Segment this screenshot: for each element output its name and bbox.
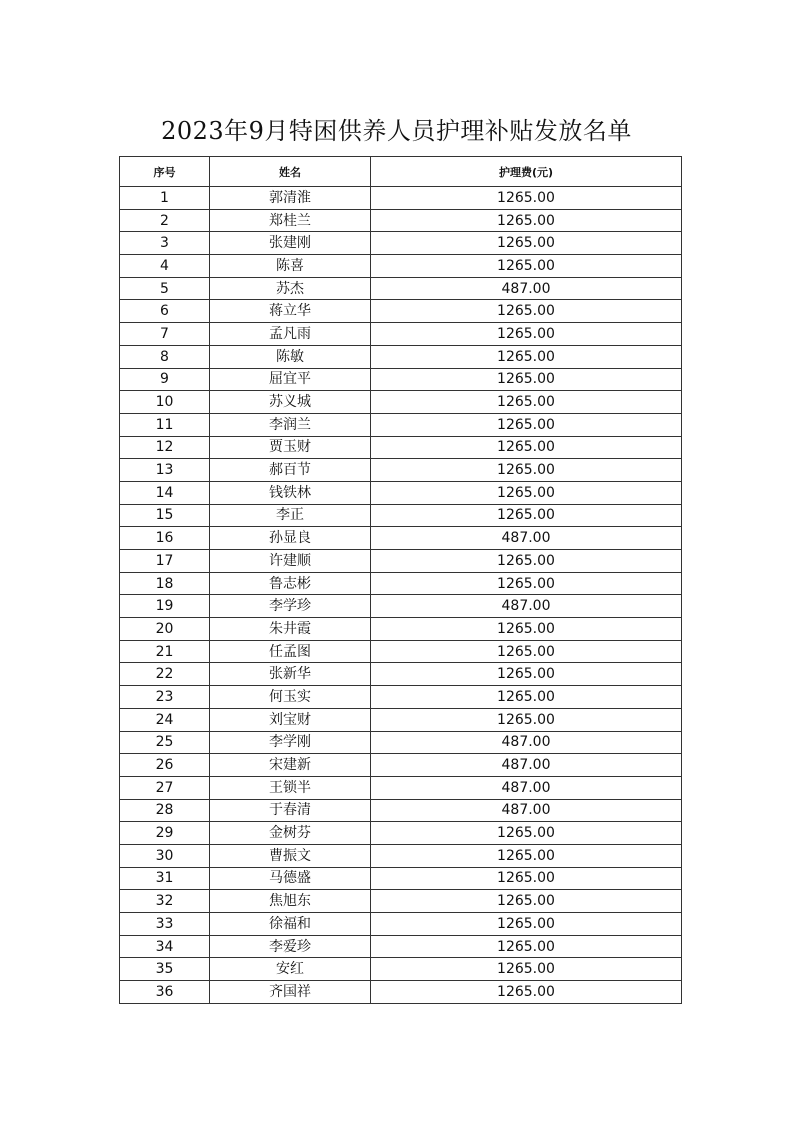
cell-nursing-fee: 1265.00 — [371, 867, 682, 890]
cell-name: 焦旭东 — [210, 890, 371, 913]
cell-nursing-fee: 487.00 — [371, 799, 682, 822]
cell-index: 8 — [120, 345, 210, 368]
table-row — [120, 255, 682, 278]
table-row — [120, 459, 682, 482]
table-row — [120, 776, 682, 799]
table-row — [120, 935, 682, 958]
table-row — [120, 323, 682, 346]
cell-name: 陈喜 — [210, 255, 371, 278]
cell-name: 安红 — [210, 958, 371, 981]
cell-index: 12 — [120, 436, 210, 459]
cell-name: 蒋立华 — [210, 300, 371, 323]
cell-nursing-fee: 1265.00 — [371, 413, 682, 436]
cell-nursing-fee: 1265.00 — [371, 572, 682, 595]
table-row — [120, 187, 682, 210]
cell-nursing-fee: 487.00 — [371, 277, 682, 300]
cell-index: 33 — [120, 913, 210, 936]
cell-name: 齐国祥 — [210, 981, 371, 1004]
cell-nursing-fee: 1265.00 — [371, 618, 682, 641]
table-row — [120, 618, 682, 641]
cell-index: 2 — [120, 209, 210, 232]
table-row — [120, 958, 682, 981]
table-row — [120, 731, 682, 754]
cell-name: 王锁半 — [210, 776, 371, 799]
cell-index: 18 — [120, 572, 210, 595]
cell-nursing-fee: 1265.00 — [371, 981, 682, 1004]
cell-index: 11 — [120, 413, 210, 436]
cell-nursing-fee: 487.00 — [371, 595, 682, 618]
cell-name: 张新华 — [210, 663, 371, 686]
cell-index: 13 — [120, 459, 210, 482]
cell-index: 6 — [120, 300, 210, 323]
cell-nursing-fee: 1265.00 — [371, 255, 682, 278]
table-row — [120, 754, 682, 777]
cell-nursing-fee: 1265.00 — [371, 890, 682, 913]
cell-nursing-fee: 1265.00 — [371, 663, 682, 686]
table-row — [120, 913, 682, 936]
cell-nursing-fee: 1265.00 — [371, 209, 682, 232]
cell-nursing-fee: 487.00 — [371, 527, 682, 550]
cell-nursing-fee: 1265.00 — [371, 640, 682, 663]
table-row — [120, 232, 682, 255]
cell-nursing-fee: 1265.00 — [371, 345, 682, 368]
table-row — [120, 708, 682, 731]
cell-index: 3 — [120, 232, 210, 255]
table-row — [120, 572, 682, 595]
cell-name: 钱铁林 — [210, 481, 371, 504]
cell-index: 30 — [120, 844, 210, 867]
table-row — [120, 822, 682, 845]
table-row — [120, 391, 682, 414]
cell-name: 李正 — [210, 504, 371, 527]
cell-index: 36 — [120, 981, 210, 1004]
table-row — [120, 595, 682, 618]
table-row — [120, 527, 682, 550]
cell-nursing-fee: 1265.00 — [371, 368, 682, 391]
cell-index: 24 — [120, 708, 210, 731]
cell-nursing-fee: 1265.00 — [371, 300, 682, 323]
cell-name: 马德盛 — [210, 867, 371, 890]
cell-index: 17 — [120, 550, 210, 573]
cell-index: 27 — [120, 776, 210, 799]
cell-index: 22 — [120, 663, 210, 686]
cell-name: 张建刚 — [210, 232, 371, 255]
cell-index: 25 — [120, 731, 210, 754]
table-row — [120, 867, 682, 890]
header-nursing-fee: 护理费(元) — [371, 157, 682, 187]
cell-nursing-fee: 1265.00 — [371, 550, 682, 573]
table-body — [120, 187, 682, 1004]
cell-name: 孟凡雨 — [210, 323, 371, 346]
table-row — [120, 981, 682, 1004]
cell-nursing-fee: 1265.00 — [371, 481, 682, 504]
cell-nursing-fee: 1265.00 — [371, 686, 682, 709]
cell-name: 许建顺 — [210, 550, 371, 573]
cell-name: 屈宜平 — [210, 368, 371, 391]
cell-nursing-fee: 1265.00 — [371, 187, 682, 210]
cell-index: 28 — [120, 799, 210, 822]
cell-nursing-fee: 1265.00 — [371, 708, 682, 731]
cell-name: 李学珍 — [210, 595, 371, 618]
cell-name: 刘宝财 — [210, 708, 371, 731]
cell-name: 徐福和 — [210, 913, 371, 936]
cell-name: 陈敏 — [210, 345, 371, 368]
cell-name: 苏杰 — [210, 277, 371, 300]
table-row — [120, 436, 682, 459]
cell-name: 孙显良 — [210, 527, 371, 550]
cell-name: 李爱珍 — [210, 935, 371, 958]
table-row — [120, 686, 682, 709]
cell-nursing-fee: 1265.00 — [371, 232, 682, 255]
cell-index: 14 — [120, 481, 210, 504]
cell-index: 32 — [120, 890, 210, 913]
table-row — [120, 481, 682, 504]
cell-index: 34 — [120, 935, 210, 958]
header-index: 序号 — [120, 157, 210, 187]
cell-index: 31 — [120, 867, 210, 890]
header-name: 姓名 — [210, 157, 371, 187]
cell-nursing-fee: 1265.00 — [371, 391, 682, 414]
table-row — [120, 209, 682, 232]
cell-nursing-fee: 487.00 — [371, 776, 682, 799]
cell-name: 鲁志彬 — [210, 572, 371, 595]
table-row — [120, 345, 682, 368]
cell-name: 郝百节 — [210, 459, 371, 482]
cell-index: 19 — [120, 595, 210, 618]
cell-index: 9 — [120, 368, 210, 391]
cell-name: 任孟图 — [210, 640, 371, 663]
cell-name: 苏义城 — [210, 391, 371, 414]
cell-index: 21 — [120, 640, 210, 663]
cell-index: 23 — [120, 686, 210, 709]
table-row — [120, 277, 682, 300]
cell-nursing-fee: 1265.00 — [371, 504, 682, 527]
cell-index: 15 — [120, 504, 210, 527]
subsidy-table — [119, 156, 682, 1004]
cell-name: 郭清淮 — [210, 187, 371, 210]
cell-index: 10 — [120, 391, 210, 414]
cell-index: 16 — [120, 527, 210, 550]
table-row — [120, 799, 682, 822]
cell-nursing-fee: 1265.00 — [371, 436, 682, 459]
table-row — [120, 368, 682, 391]
cell-nursing-fee: 1265.00 — [371, 323, 682, 346]
table-row — [120, 844, 682, 867]
cell-index: 20 — [120, 618, 210, 641]
cell-name: 曹振文 — [210, 844, 371, 867]
cell-nursing-fee: 1265.00 — [371, 822, 682, 845]
cell-nursing-fee: 1265.00 — [371, 935, 682, 958]
cell-index: 1 — [120, 187, 210, 210]
table-row — [120, 640, 682, 663]
cell-nursing-fee: 487.00 — [371, 754, 682, 777]
document-title: 2023年9月特困供养人员护理补贴发放名单 — [161, 117, 632, 145]
cell-name: 贾玉财 — [210, 436, 371, 459]
cell-index: 26 — [120, 754, 210, 777]
cell-name: 李学刚 — [210, 731, 371, 754]
cell-nursing-fee: 487.00 — [371, 731, 682, 754]
table-row — [120, 663, 682, 686]
cell-name: 何玉实 — [210, 686, 371, 709]
table-row — [120, 413, 682, 436]
cell-name: 宋建新 — [210, 754, 371, 777]
cell-nursing-fee: 1265.00 — [371, 844, 682, 867]
table-header-row — [120, 157, 682, 187]
table-row — [120, 890, 682, 913]
cell-nursing-fee: 1265.00 — [371, 913, 682, 936]
table-row — [120, 300, 682, 323]
cell-name: 李润兰 — [210, 413, 371, 436]
cell-index: 5 — [120, 277, 210, 300]
cell-name: 于春清 — [210, 799, 371, 822]
cell-index: 4 — [120, 255, 210, 278]
cell-name: 金树芬 — [210, 822, 371, 845]
cell-name: 朱井霞 — [210, 618, 371, 641]
cell-index: 7 — [120, 323, 210, 346]
table-row — [120, 504, 682, 527]
cell-name: 郑桂兰 — [210, 209, 371, 232]
cell-index: 29 — [120, 822, 210, 845]
table-row — [120, 550, 682, 573]
cell-nursing-fee: 1265.00 — [371, 958, 682, 981]
cell-nursing-fee: 1265.00 — [371, 459, 682, 482]
cell-index: 35 — [120, 958, 210, 981]
